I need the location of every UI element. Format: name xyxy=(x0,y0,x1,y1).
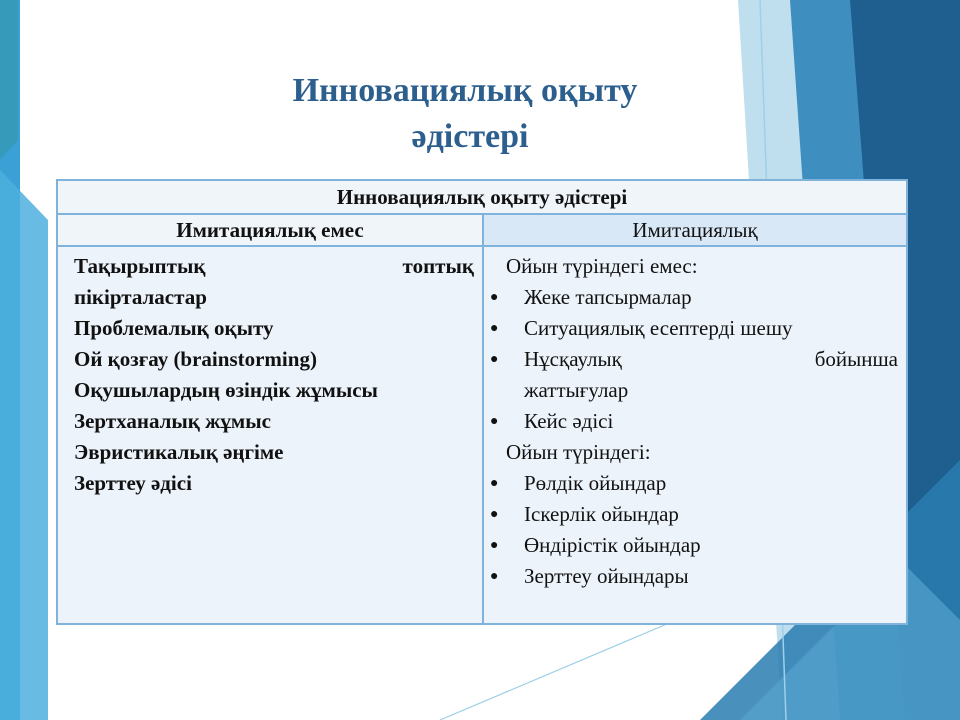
bullet-icon: ● xyxy=(490,507,499,522)
list-item: Зерттеу әдісі xyxy=(74,471,192,495)
thin-line-2 xyxy=(440,610,700,720)
title-line-1: Инновациялық оқыту xyxy=(292,72,638,109)
methods-table xyxy=(56,179,908,625)
bullet-icon: ● xyxy=(490,569,499,584)
table-header: Инновациялық оқыту әдістері xyxy=(57,180,907,214)
column-header-non-imitation: Имитациялық емес xyxy=(57,214,483,246)
list-item: Оқушылардың өзіндік жұмысы xyxy=(74,378,378,402)
bullet-item: ● Зерттеу ойындары xyxy=(490,561,898,592)
title-line-2: әдістері xyxy=(411,118,529,155)
list-item: Проблемалық оқыту xyxy=(74,316,274,340)
bullet-item: ● Рөлдік ойындар xyxy=(490,468,898,499)
bullet-icon: ● xyxy=(490,476,499,491)
bullet-icon: ● xyxy=(490,352,499,367)
group-title-non-game: Ойын түріндегі емес: xyxy=(506,254,698,278)
list-item-word: Тақырыптық xyxy=(74,254,206,278)
left-accent-green xyxy=(0,0,18,160)
list-item: Зертханалық жұмыс xyxy=(74,409,271,433)
list-item-word: пікірталастар xyxy=(74,285,207,309)
list-item xyxy=(74,251,474,313)
bullet-item: ● Ситуациялық есептерді шешу xyxy=(490,313,898,344)
list-item-word: топтық xyxy=(402,254,474,278)
bullet-item: ● Жеке тапсырмалар xyxy=(490,282,898,313)
bullet-item: ● Кейс әдісі xyxy=(490,406,898,437)
bullet-icon: ● xyxy=(490,414,499,429)
bullet-icon: ● xyxy=(490,321,499,336)
bullet-icon: ● xyxy=(490,538,499,553)
non-imitation-cell xyxy=(57,246,483,624)
imitation-cell xyxy=(483,246,907,624)
bullet-item: ● Іскерлік ойындар xyxy=(490,499,898,530)
left-accent-triangle xyxy=(0,170,48,720)
list-item: Эвристикалық әңгіме xyxy=(74,440,284,464)
slide-title xyxy=(200,68,730,160)
bullet-icon: ● xyxy=(490,290,499,305)
column-header-imitation: Имитациялық xyxy=(483,214,907,246)
list-item: Ой қозғау (brainstorming) xyxy=(74,347,317,371)
bullet-item: ● Нұсқаулық бойынша жаттығулар xyxy=(490,344,898,406)
group-title-game: Ойын түріндегі: xyxy=(506,440,651,464)
bullet-item: ● Өндірістік ойындар xyxy=(490,530,898,561)
non-imitation-list xyxy=(74,251,474,499)
